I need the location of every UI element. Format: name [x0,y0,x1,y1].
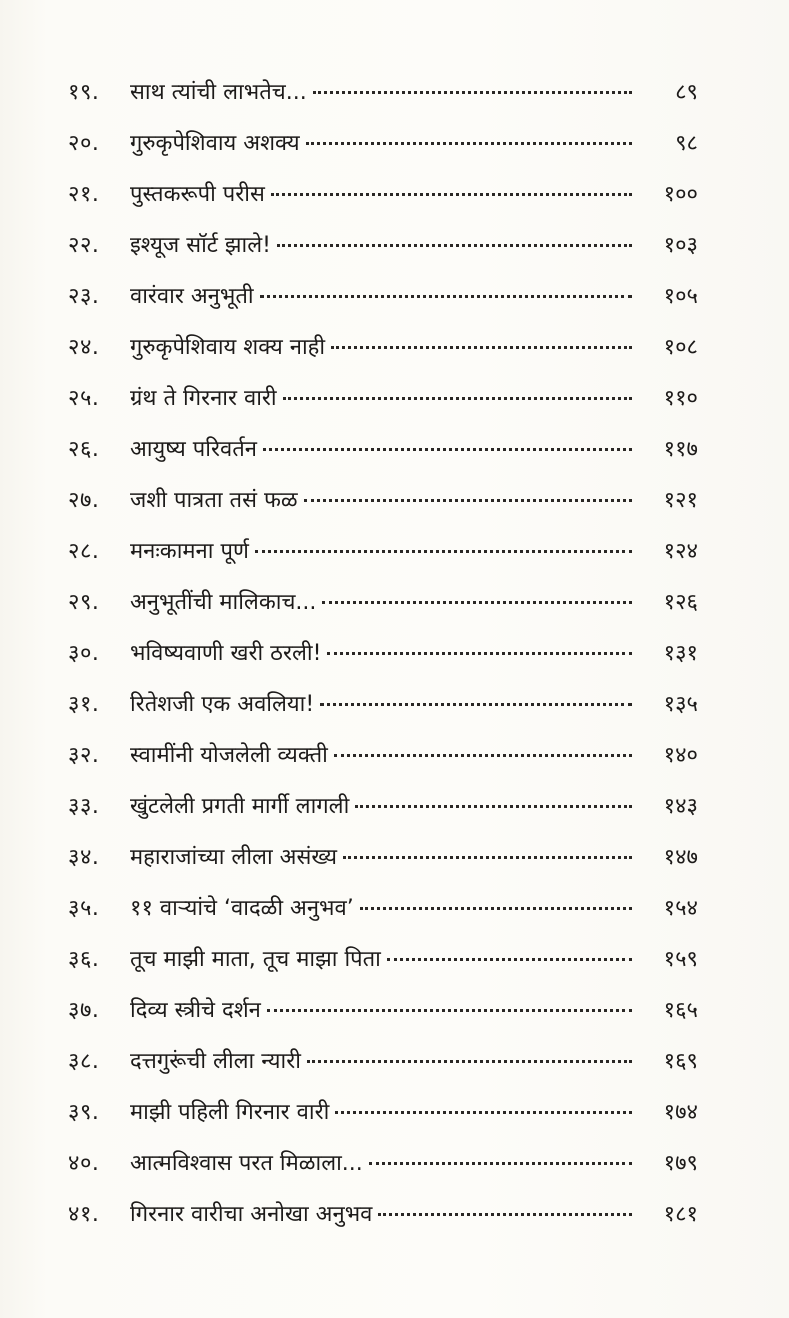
chapter-number: ३९. [68,1100,100,1125]
chapter-title: गिरनार वारीचा अनोखा अनुभव [130,1202,373,1227]
chapter-number: २१. [68,182,100,207]
dot-leader [267,1009,632,1012]
toc-entry [68,280,698,331]
chapter-title: आयुष्य परिवर्तन [130,437,257,462]
chapter-number: ३५. [68,896,100,921]
toc-entry [68,586,698,637]
chapter-number: ३७. [68,998,100,1023]
dot-leader [355,805,632,808]
chapter-number: २४. [68,335,100,360]
chapter-number: ३८. [68,1049,100,1074]
chapter-title: ११ वाऱ्यांचे ‘वादळी अनुभव’ [130,896,354,921]
chapter-title: गुरुकृपेशिवाय शक्य नाही [130,335,326,360]
dot-leader [307,1060,632,1063]
chapter-number: २३. [68,284,100,309]
dot-leader [306,142,632,145]
toc-entry [68,790,698,841]
chapter-number: २७. [68,488,100,513]
page-number: ११० [663,386,698,411]
page-number: १०३ [663,233,698,258]
chapter-number: ३३. [68,794,100,819]
toc-entry [68,1147,698,1198]
dot-leader [320,703,632,706]
chapter-number: २५. [68,386,100,411]
chapter-title: खुंटलेली प्रगती मार्गी लागली [130,794,350,819]
toc-entry [68,433,698,484]
chapter-title: जशी पात्रता तसं फळ [130,488,298,513]
chapter-title: तूच माझी माता, तूच माझा पिता [130,947,381,972]
toc-entry [68,76,698,127]
toc-entry [68,841,698,892]
toc-entry [68,892,698,943]
chapter-number: ३६. [68,947,100,972]
chapter-number: ४०. [68,1151,100,1176]
chapter-title: इश्यूज सॉर्ट झाले! [130,233,271,258]
chapter-title: दिव्य स्त्रीचे दर्शन [130,998,261,1023]
chapter-title: रितेशजी एक अवलिया! [130,692,315,717]
chapter-title: पुस्तकरूपी परीस [130,182,265,207]
page-number: १०८ [663,335,698,360]
page-number: १७४ [663,1100,698,1125]
toc-entry [68,331,698,382]
chapter-title: साथ त्यांची लाभतेच... [130,80,307,105]
toc-entry [68,484,698,535]
chapter-number: २२. [68,233,100,258]
toc-entry [68,382,698,433]
chapter-number: ३४. [68,845,100,870]
dot-leader [335,1111,632,1114]
page-number: १३५ [663,692,698,717]
page-number: १२१ [663,488,698,513]
page-number: ११७ [663,437,698,462]
dot-leader [255,550,632,553]
page-number: ८९ [675,80,698,105]
dot-leader [271,193,632,196]
table-of-contents [68,76,698,1249]
chapter-number: २९. [68,590,100,615]
toc-entry [68,1198,698,1249]
chapter-number: २८. [68,539,100,564]
chapter-title: भविष्यवाणी खरी ठरली! [130,641,322,666]
page-number: १८१ [663,1202,698,1227]
toc-entry [68,1045,698,1096]
dot-leader [260,295,632,298]
chapter-number: २६. [68,437,100,462]
chapter-title: ग्रंथ ते गिरनार वारी [130,386,277,411]
toc-entry [68,994,698,1045]
page-number: १७९ [663,1151,698,1176]
page-number: १२४ [663,539,698,564]
chapter-number: १९. [68,80,100,105]
dot-leader [277,244,632,247]
dot-leader [322,601,632,604]
toc-entry [68,229,698,280]
page-number: ९८ [675,131,698,156]
chapter-title: गुरुकृपेशिवाय अशक्य [130,131,300,156]
dot-leader [378,1213,632,1216]
page-number: १६५ [663,998,698,1023]
dot-leader [283,397,632,400]
toc-entry [68,535,698,586]
chapter-number: ४१. [68,1202,100,1227]
page-number: १४७ [663,845,698,870]
chapter-number: ३०. [68,641,100,666]
dot-leader [263,448,632,451]
dot-leader [369,1162,632,1165]
chapter-title: स्वामींनी योजलेली व्यक्ती [130,743,328,768]
chapter-title: अनुभूतींची मालिकाच... [130,590,317,615]
chapter-title: आत्मविश्वास परत मिळाला... [130,1151,363,1176]
toc-entry [68,1096,698,1147]
chapter-number: २०. [68,131,100,156]
dot-leader [343,856,632,859]
dot-leader [334,754,632,757]
page-number: १६९ [663,1049,698,1074]
dot-leader [304,499,632,502]
page-number: १०० [663,182,698,207]
chapter-title: माझी पहिली गिरनार वारी [130,1100,330,1125]
page-number: १०५ [663,284,698,309]
chapter-title: मनःकामना पूर्ण [130,539,249,564]
page-number: १२६ [663,590,698,615]
dot-leader [387,958,632,961]
page-number: १४३ [663,794,698,819]
page-number: १४० [663,743,698,768]
toc-entry [68,178,698,229]
page-number: १५४ [663,896,698,921]
toc-entry [68,127,698,178]
toc-entry [68,739,698,790]
chapter-title: वारंवार अनुभूती [130,284,254,309]
page-number: १५९ [663,947,698,972]
toc-entry [68,637,698,688]
dot-leader [313,91,632,94]
chapter-title: महाराजांच्या लीला असंख्य [130,845,337,870]
page-number: १३१ [663,641,698,666]
dot-leader [360,907,632,910]
chapter-number: ३१. [68,692,100,717]
chapter-number: ३२. [68,743,100,768]
chapter-title: दत्तगुरूंची लीला न्यारी [130,1049,301,1074]
toc-entry [68,688,698,739]
toc-entry [68,943,698,994]
dot-leader [331,346,632,349]
dot-leader [327,652,632,655]
